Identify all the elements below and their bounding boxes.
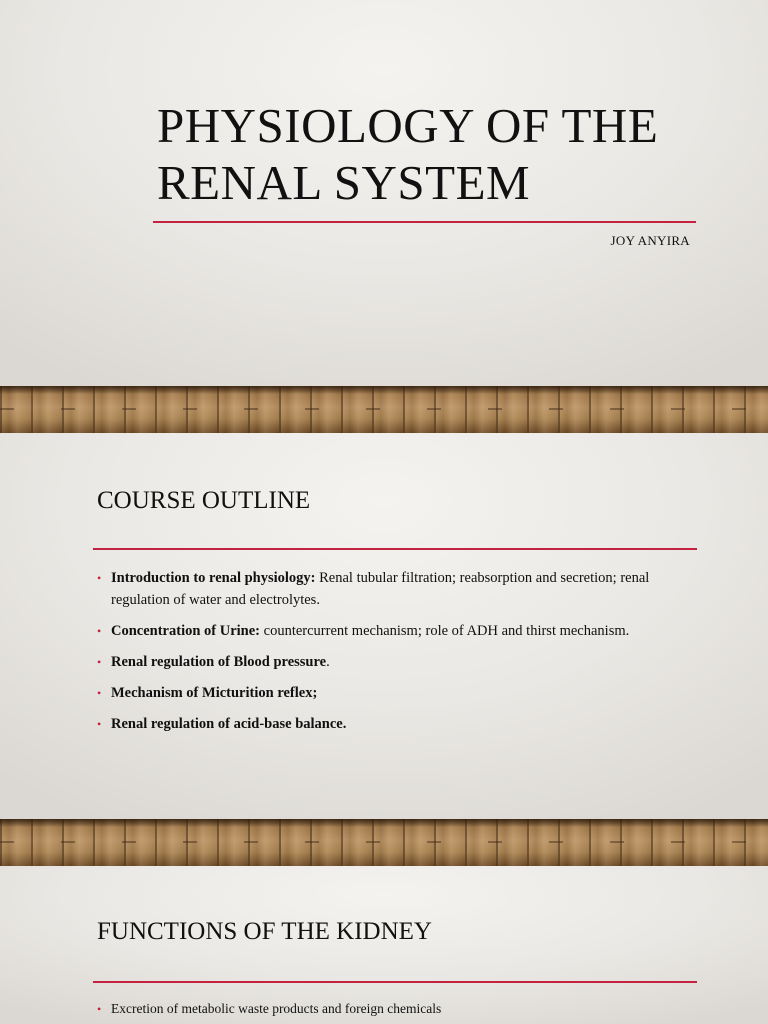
- item-text: Excretion of metabolic waste products and foreign chemicals: [111, 1001, 442, 1016]
- bullet-icon: •: [97, 655, 102, 669]
- author-name: JOY ANYIRA: [610, 233, 690, 248]
- bullet-icon: •: [97, 686, 102, 700]
- bullet-icon: •: [97, 1002, 102, 1016]
- list-item: [97, 713, 697, 735]
- list-item: [97, 998, 697, 1020]
- bullet-icon: •: [97, 624, 102, 638]
- list-item: [97, 682, 697, 704]
- item-heading: Concentration of Urine:: [111, 623, 261, 639]
- item-text: .: [326, 654, 330, 670]
- bullet-icon: •: [97, 717, 102, 731]
- bullet-icon: •: [97, 571, 102, 585]
- wood-floor-divider: [0, 386, 768, 433]
- functions-list: [97, 998, 697, 1024]
- title-divider: [93, 981, 697, 983]
- list-item: [97, 620, 697, 642]
- slide-title: FUNCTIONS OF THE KIDNEY: [97, 918, 432, 945]
- item-heading: Introduction to renal physiology:: [111, 570, 316, 586]
- course-outline-slide: [0, 433, 768, 819]
- wood-floor-divider: [0, 819, 768, 866]
- list-item: [97, 567, 697, 611]
- item-heading: Mechanism of Micturition reflex;: [111, 685, 318, 701]
- slide-title: COURSE OUTLINE: [97, 487, 311, 514]
- item-heading: Renal regulation of acid-base balance.: [111, 716, 347, 732]
- title-divider: [93, 548, 697, 550]
- item-heading: Renal regulation of Blood pressure: [111, 654, 327, 670]
- item-text: countercurrent mechanism; role of ADH and thirst mechanism.: [260, 623, 630, 639]
- presentation-title: PHYSIOLOGY OF THE RENAL SYSTEM: [157, 98, 659, 210]
- outline-list: [97, 567, 697, 744]
- list-item: [97, 651, 697, 673]
- item-text: Renal tubular filtration; reabsorption and secretion; renal regulation of water and electrolytes.: [111, 570, 650, 608]
- kidney-functions-slide: [0, 866, 768, 1024]
- title-slide: [0, 0, 768, 386]
- title-divider: [153, 221, 696, 223]
